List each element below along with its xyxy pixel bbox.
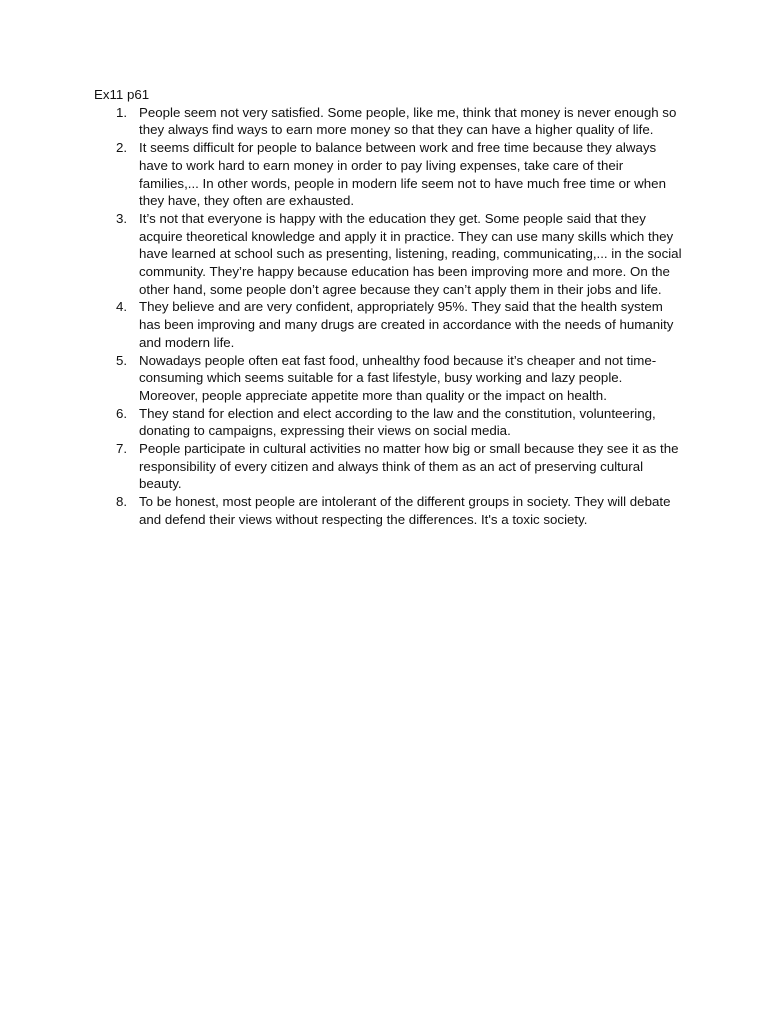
list-item [94, 440, 684, 493]
list-item [94, 139, 684, 210]
item-text: It seems difficult for people to balance between work and free time because they always have to work hard to earn money in order to pay living expenses, take care of their families,... In other words, people in modern life seem not to have much free time or when they have, they often are exhausted. [139, 140, 666, 209]
item-text: It’s not that everyone is happy with the education they get. Some people said that they acquire theoretical knowledge and apply it in practice. They can use many skills which they have learned at school such as presenting, listening, reading, communicating,... in the social community. They’re happy because education has been improving more and more. On the other hand, some people don’t agree because they can’t apply them in their jobs and life. [139, 210, 682, 297]
document-content [94, 86, 684, 529]
item-number: 3. [116, 210, 128, 226]
item-text: To be honest, most people are intolerant of the different groups in society. They will debate and defend their views without respecting the differences. It's a toxic society. [139, 494, 671, 527]
item-number: 6. [116, 405, 128, 421]
item-number: 7. [116, 441, 128, 457]
list-item [94, 493, 684, 528]
item-number: 2. [116, 140, 128, 156]
list-item [94, 210, 684, 299]
item-text: They believe and are very confident, appropriately 95%. They said that the health system has been improving and many drugs are created in accordance with the needs of humanity and modern life. [139, 299, 674, 350]
item-text: People participate in cultural activities no matter how big or small because they see it as the responsibility of every citizen and always think of them as an act of preserving cultural beauty. [139, 441, 679, 492]
item-number: 5. [116, 352, 128, 368]
document-title: Ex11 p61 [94, 87, 150, 102]
item-number: 4. [116, 299, 128, 315]
item-text: They stand for election and elect according to the law and the constitution, volunteering, donating to campaigns, expressing their views on social media. [139, 405, 656, 439]
answer-list [94, 104, 684, 529]
list-item [94, 352, 684, 405]
list-item [94, 298, 684, 351]
list-item [94, 405, 684, 440]
item-text: People seem not very satisfied. Some people, like me, think that money is never enough so they always find ways to earn more money so that they can have a higher quality of life. [139, 104, 677, 138]
list-item [94, 104, 684, 139]
item-number: 8. [116, 494, 128, 510]
item-text: Nowadays people often eat fast food, unhealthy food because it’s cheaper and not time-consuming which seems suitable for a fast lifestyle, busy working and lazy people. Moreover, people appreciate appetite more than quality or the impact on health. [139, 352, 657, 403]
item-number: 1. [116, 104, 128, 120]
